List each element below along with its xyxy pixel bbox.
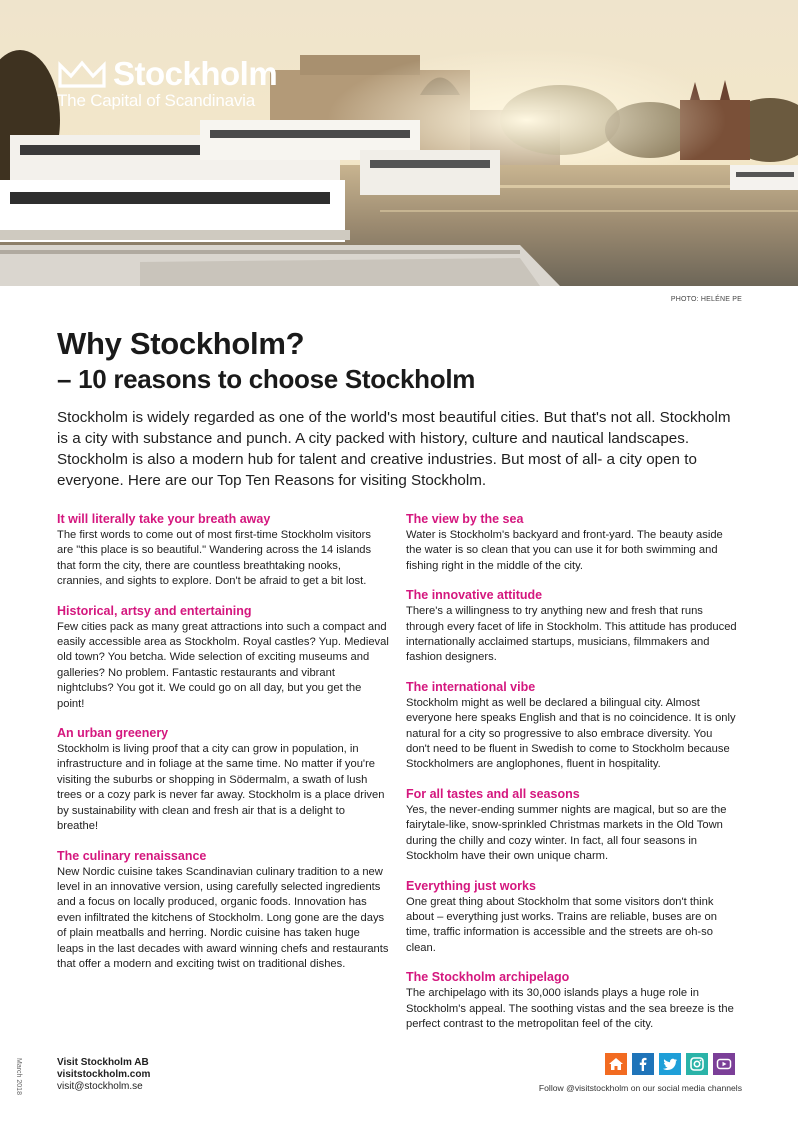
facebook-icon[interactable]	[632, 1053, 654, 1075]
crown-icon	[57, 59, 107, 89]
youtube-icon[interactable]	[713, 1053, 735, 1075]
reason-section	[406, 787, 738, 865]
instagram-icon[interactable]	[686, 1053, 708, 1075]
social-icons	[605, 1053, 735, 1075]
reason-title: The culinary renaissance	[57, 848, 207, 863]
twitter-icon[interactable]	[659, 1053, 681, 1075]
hero-photo	[0, 0, 798, 286]
reason-body: One great thing about Stockholm that some visitors don't think about – everything just works. Trains are reliable, buses are on time, traffic information is accessible and the streets are oh-so clean.	[406, 895, 717, 954]
page-subtitle: – 10 reasons to choose Stockholm	[57, 364, 476, 394]
reason-body: New Nordic cuisine takes Scandinavian culinary tradition to a new level in an innovative version, using carefully selected ingredients and a focus on locally produced, organic foods. Innovation has even infiltrated the kitchens of Stockholm. Long gone are the days of plain meatballs and herring. Nordic cuisine has taken huge leaps in the last decades with award winning chefs and restaurants that offer a modern and exciting twist on traditional dishes.	[57, 865, 389, 970]
reason-body: Few cities pack as many great attractions into such a compact and easily accessible area as Stockholm. Royal castles? Yup. Medieval old town? You betcha. Wide selection of exciting museums and galleries? No problem. Fantastic restaurants and vibrant nightclubs? You got it. We could go on all day, but you get the point!	[57, 620, 389, 710]
page-title: Why Stockholm?	[57, 326, 305, 361]
reason-title: The Stockholm archipelago	[406, 970, 570, 985]
reason-body: The first words to come out of most first-time Stockholm visitors are "this place is so beautiful." Wandering across the 14 islands that form the city, there are countless breathtaking nooks, crannies, and sights to explore. Don't be afraid to get a bit lost.	[57, 529, 372, 588]
left-column	[57, 512, 389, 986]
reason-title: The international vibe	[406, 679, 536, 694]
reason-section	[57, 726, 389, 834]
website-link[interactable]: visitstockholm.com	[57, 1069, 151, 1080]
reason-section	[406, 512, 738, 574]
company-name: Visit Stockholm AB	[57, 1057, 149, 1068]
footer-contact	[57, 1057, 150, 1093]
reason-section	[406, 680, 738, 773]
reason-title: Historical, artsy and entertaining	[57, 603, 252, 618]
brand-logo	[57, 56, 277, 111]
reason-section	[406, 970, 738, 1032]
reason-body: Water is Stockholm's backyard and front-yard. The beauty aside the water is so clean that you can use it for both swimming and fishing right in the middle of the city.	[406, 529, 723, 572]
reason-section	[406, 879, 738, 957]
issue-date: March 2018	[15, 1058, 22, 1095]
right-column	[406, 512, 738, 1046]
reason-title: An urban greenery	[57, 726, 169, 741]
reason-title: Everything just works	[406, 878, 536, 893]
reason-section	[57, 849, 389, 973]
brand-tagline: The Capital of Scandinavia	[57, 91, 255, 110]
email-link[interactable]: visit@stockholm.se	[57, 1081, 143, 1092]
photo-credit: PHOTO: HELÉNE PE	[670, 296, 742, 303]
reason-title: The view by the sea	[406, 512, 524, 526]
brand-name: Stockholm	[113, 55, 278, 92]
reason-body: The archipelago with its 30,000 islands plays a huge role in Stockholm's appeal. The soothing vistas and the sea breeze is the perfect contrast to the metropolitan feel of the city.	[406, 987, 734, 1030]
intro-paragraph: Stockholm is widely regarded as one of the world's most beautiful cities. But that's not all. Stockholm is a city with substance and punch. A city packed with history, culture and nautical landscapes. Stockholm is also a modern hub for talent and creative industries. But most of all- a city open to everyone. Here are our Top Ten Reasons for visiting Stockholm.	[57, 409, 731, 489]
reason-section	[57, 512, 389, 590]
reason-body: Stockholm is living proof that a city can grow in population, in infrastructure and in foliage at the same time. No matter if you're visiting the suburbs or shopping in Södermalm, a swath of lush trees or a cozy park is never far away. Stockholm is a place driven by sustainability with clean and fresh air that is a delight to breathe!	[57, 743, 385, 833]
reason-section	[406, 588, 738, 666]
reason-title: The innovative attitude	[406, 588, 543, 603]
reason-title: It will literally take your breath away	[57, 512, 271, 526]
follow-text: Follow @visitstockholm on our social media channels	[538, 1083, 742, 1093]
reason-body: Stockholm might as well be declared a bilingual city. Almost everyone here speaks English and that is no coincidence. It is only natural for a city so progressive to also embrace diversity. You don't need to be fluent in Swedish to come to Stockholm because Stockholmers are anglophones, fluent in hospitality.	[406, 696, 736, 771]
home-icon[interactable]	[605, 1053, 627, 1075]
reason-body: Yes, the never-ending summer nights are magical, but so are the fairytale-like, snow-sprinkled Christmas markets in the Old Town during the chilly and cozy winter. In fact, all four seasons in Stockholm have their own unique charm.	[406, 803, 727, 863]
harbour-photo-illustration	[0, 0, 798, 286]
reason-section	[57, 604, 389, 712]
reason-title: For all tastes and all seasons	[406, 786, 580, 801]
reason-body: There's a willingness to try anything new and fresh that runs through every facet of life in Stockholm. This attitude has produced internationally acclaimed startups, musicians, filmmakers and fashion designers.	[406, 605, 737, 664]
